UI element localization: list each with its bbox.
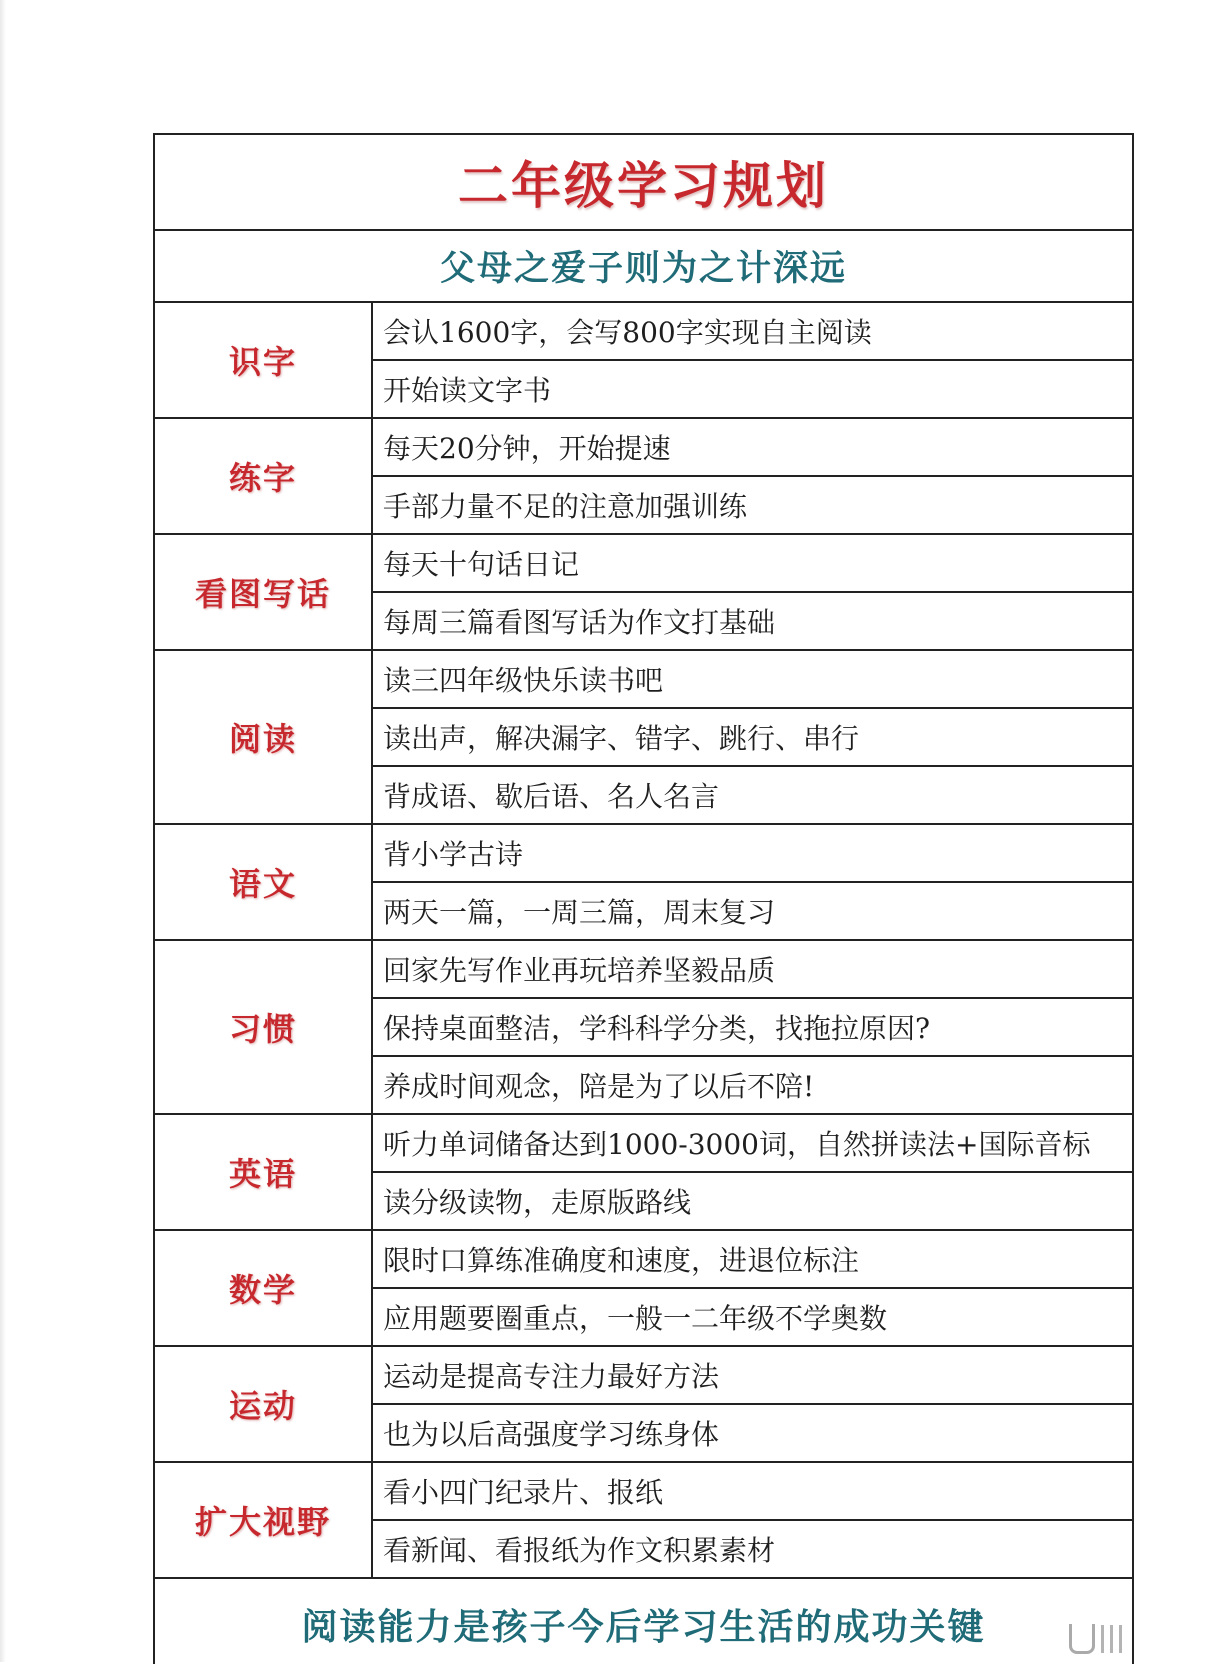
section-exercise <box>155 1347 1132 1463</box>
plan-item: 看新闻、看报纸为作文积累素材 <box>373 1519 1132 1577</box>
plan-item: 听力单词储备达到1000-3000词，自然拼读法+国际音标 <box>383 1128 1091 1161</box>
plan-item: 也为以后高强度学习练身体 <box>373 1403 1132 1461</box>
section-items <box>373 535 1132 649</box>
plan-item: 应用题要圈重点，一般一二年级不学奥数 <box>373 1287 1132 1345</box>
section-label: 运动 <box>155 1347 373 1461</box>
page-edge-shadow <box>0 0 6 1662</box>
section-habits <box>155 941 1132 1115</box>
plan-item: 限时口算练准确度和速度，进退位标注 <box>383 1244 860 1277</box>
watermark <box>1069 1624 1122 1654</box>
plan-item: 保持桌面整洁，学科科学分类，找拖拉原因? <box>373 997 1132 1055</box>
plan-item: 开始读文字书 <box>373 359 1132 417</box>
section-label: 英语 <box>155 1115 373 1229</box>
section-label: 语文 <box>155 825 373 939</box>
section-label: 习惯 <box>155 941 373 1113</box>
section-items <box>373 1463 1132 1577</box>
section-label: 数学 <box>155 1231 373 1345</box>
plan-item: 运动是提高专注力最好方法 <box>383 1360 720 1393</box>
subtitle-row <box>155 231 1132 303</box>
section-items <box>373 1115 1132 1229</box>
plan-item: 回家先写作业再玩培养坚毅品质 <box>383 954 776 987</box>
section-items <box>373 419 1132 533</box>
footer-slogan: 阅读能力是孩子今后学习生活的成功关键 <box>301 1607 986 1648</box>
title-row <box>155 135 1132 231</box>
section-label: 练字 <box>155 419 373 533</box>
watermark-bars-icon <box>1101 1625 1122 1653</box>
section-chinese <box>155 825 1132 941</box>
plan-item: 会认1600字，会写800字实现自主阅读 <box>383 316 872 349</box>
section-label: 识字 <box>155 303 373 417</box>
plan-item: 手部力量不足的注意加强训练 <box>373 475 1132 533</box>
section-items <box>373 303 1132 417</box>
section-picture-writing <box>155 535 1132 651</box>
section-items <box>373 825 1132 939</box>
plan-item: 每周三篇看图写话为作文打基础 <box>373 591 1132 649</box>
plan-item: 每天十句话日记 <box>383 548 580 581</box>
plan-item: 读三四年级快乐读书吧 <box>383 664 664 697</box>
section-math <box>155 1231 1132 1347</box>
plan-item: 背成语、歇后语、名人名言 <box>373 765 1132 823</box>
section-items <box>373 1231 1132 1345</box>
section-items <box>373 1347 1132 1461</box>
section-items <box>373 941 1132 1113</box>
page-title: 二年级学习规划 <box>458 157 829 215</box>
section-label: 看图写话 <box>155 535 373 649</box>
section-literacy <box>155 303 1132 419</box>
section-handwriting <box>155 419 1132 535</box>
plan-item: 背小学古诗 <box>383 838 524 871</box>
section-label: 阅读 <box>155 651 373 823</box>
watermark-logo-icon <box>1069 1624 1095 1654</box>
footer-row <box>155 1579 1132 1664</box>
section-items <box>373 651 1132 823</box>
section-english <box>155 1115 1132 1231</box>
plan-item: 读分级读物，走原版路线 <box>373 1171 1132 1229</box>
section-label: 扩大视野 <box>155 1463 373 1577</box>
page-subtitle: 父母之爱子则为之计深远 <box>439 249 847 289</box>
section-broaden-horizons <box>155 1463 1132 1579</box>
study-plan-table <box>153 133 1134 1664</box>
plan-item: 养成时间观念，陪是为了以后不陪! <box>373 1055 1132 1113</box>
plan-item: 读出声，解决漏字、错字、跳行、串行 <box>373 707 1132 765</box>
plan-item: 两天一篇，一周三篇，周末复习 <box>373 881 1132 939</box>
plan-item: 看小四门纪录片、报纸 <box>383 1476 664 1509</box>
section-reading <box>155 651 1132 825</box>
plan-item: 每天20分钟，开始提速 <box>383 432 671 465</box>
